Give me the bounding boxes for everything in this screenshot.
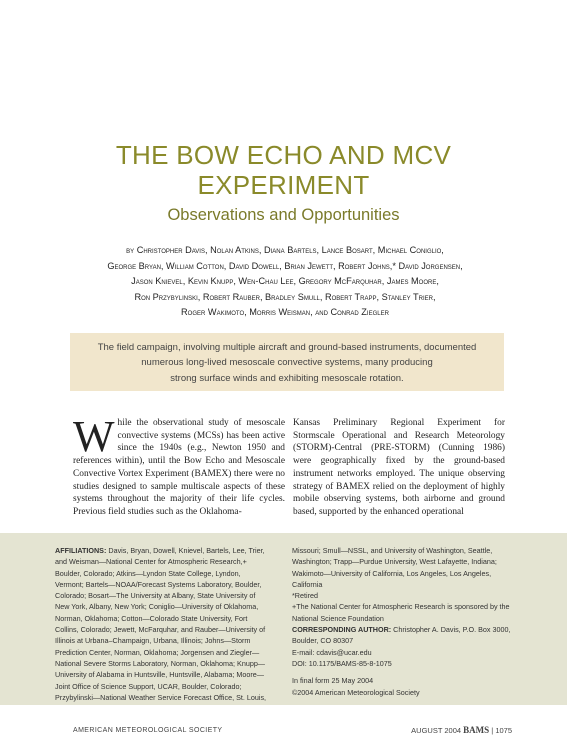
summary-line-3: strong surface winds and exhibiting mesoscale rotation. xyxy=(170,372,404,384)
copyright-line: ©2004 American Meteorological Society xyxy=(292,687,420,697)
summary-line-2: numerous long-lived mesoscale convective systems, many producing xyxy=(141,357,433,369)
author-line-4: Ron Przybylinski, Robert Rauber, Bradley Smull, Robert Trapp, Stanley Trier, xyxy=(134,291,436,302)
affiliations-label: AFFILIATIONS: xyxy=(55,546,107,555)
doi-line: DOI: 10.1175/BAMS-85-8-1075 xyxy=(292,658,392,668)
author-list xyxy=(70,243,500,321)
body-text-right: Kansas Preliminary Regional Experiment for Stormscale Operational and Research Meteorology (STORM)-Central (PRE-STORM) (Cunning 1986) were geographically fixed by the ground-based instrument networks employed. The unique observing strategy of BAMEX relied on the deployment of highly mobile observing systems, both airborne and ground based, supported by the enhanced operational xyxy=(293,418,505,517)
body-text-left: hile the observational study of mesoscale convective systems (MCSs) has been active since the 1940s (e.g., Newton 1950 and references within), until the Bow Echo and Mesoscale Convective Vortex Experiment (BAMEX) there were no studies designed to sample multiscale aspects of these systems throughout the majority of their life cycles. Previous field studies such as the Oklahoma- xyxy=(73,418,285,517)
ncar-note: +The National Center for Atmospheric Research is sponsored by the National Science Foundation xyxy=(292,602,510,623)
affiliations-right xyxy=(292,545,512,698)
body-column-left xyxy=(73,412,285,519)
summary-text xyxy=(80,340,494,386)
title-line-2: EXPERIMENT xyxy=(197,170,370,200)
retired-note: *Retired xyxy=(292,591,318,601)
drop-cap: W xyxy=(73,412,115,461)
author-line-1: by Christopher Davis, Nolan Atkins, Diana Bartels, Lance Bosart, Michael Coniglio, xyxy=(126,245,444,255)
footer-date: AUGUST 2004 xyxy=(411,726,462,735)
journal-logo: BAMS xyxy=(463,725,490,735)
article-title xyxy=(0,140,567,200)
footer-society: AMERICAN METEOROLOGICAL SOCIETY xyxy=(73,727,223,734)
affiliations-left xyxy=(55,545,270,703)
author-line-2: George Bryan, William Cotton, David Dowell, Brian Jewett, Robert Johns,* David Jorgensen, xyxy=(107,260,463,271)
corresponding-text: Christopher A. Davis, P.O. Box 3000, Boulder, CO 80307 xyxy=(292,625,511,646)
affiliations-text-right: Missouri; Smull—NSSL, and University of Washington, Seattle, Washington; Trapp—Purdue University, West Lafayette, Indiana; Wakimoto—University of California, Los Angeles, Los Angeles, California xyxy=(292,546,497,589)
footer-page-info xyxy=(411,725,512,735)
affiliations-text-left: Davis, Bryan, Dowell, Knievel, Bartels, Lee, Trier, and Weisman—National Center for Atmospheric Research,+ Boulder, Colorado; Atkins—Lyndon State College, Lyndon, Vermont; Bartels—NOAA/Forecast Systems Laboratory, Boulder, Colorado; Bosart—The University at Albany, State University of New York, Albany, New York; Coniglio—University of Oklahoma, Norman, Oklahoma; Cotton—Colorado State University, Fort Collins, Colorado; Jewett, McFarquhar, and Rauber—University of Illinois at Urbana–Champaign, Urbana, Illinois; Johns—Storm Prediction Center, Norman, Oklahoma; Jorgensen and Ziegler—National Severe Storms Laboratory, Norman, Oklahoma; Knupp—University of Alabama in Huntsville, Huntsville, Alabama; Moore—Joint Office of Science Support, UCAR, Boulder, Colorado; Przybylinski—National Weather Service Forecast Office, St. Louis, xyxy=(55,546,267,702)
footer-separator: | xyxy=(491,726,494,735)
summary-line-1: The field campaign, involving multiple aircraft and ground-based instruments, documented xyxy=(97,342,477,353)
body-column-right xyxy=(293,417,505,519)
email-line: E-mail: cdavis@ucar.edu xyxy=(292,647,372,657)
final-form-line: In final form 25 May 2004 xyxy=(292,676,374,686)
author-line-5: Roger Wakimoto, Morris Weisman, and Conrad Ziegler xyxy=(181,307,389,317)
article-subtitle: Observations and Opportunities xyxy=(167,206,400,224)
page-number: 1075 xyxy=(495,726,512,735)
corresponding-label: CORRESPONDING AUTHOR: xyxy=(292,625,392,635)
author-line-3: Jason Knievel, Kevin Knupp, Wen-Chau Lee, Gregory McFarquhar, James Moore, xyxy=(131,276,439,286)
title-line-1: THE BOW ECHO AND MCV xyxy=(115,140,452,170)
